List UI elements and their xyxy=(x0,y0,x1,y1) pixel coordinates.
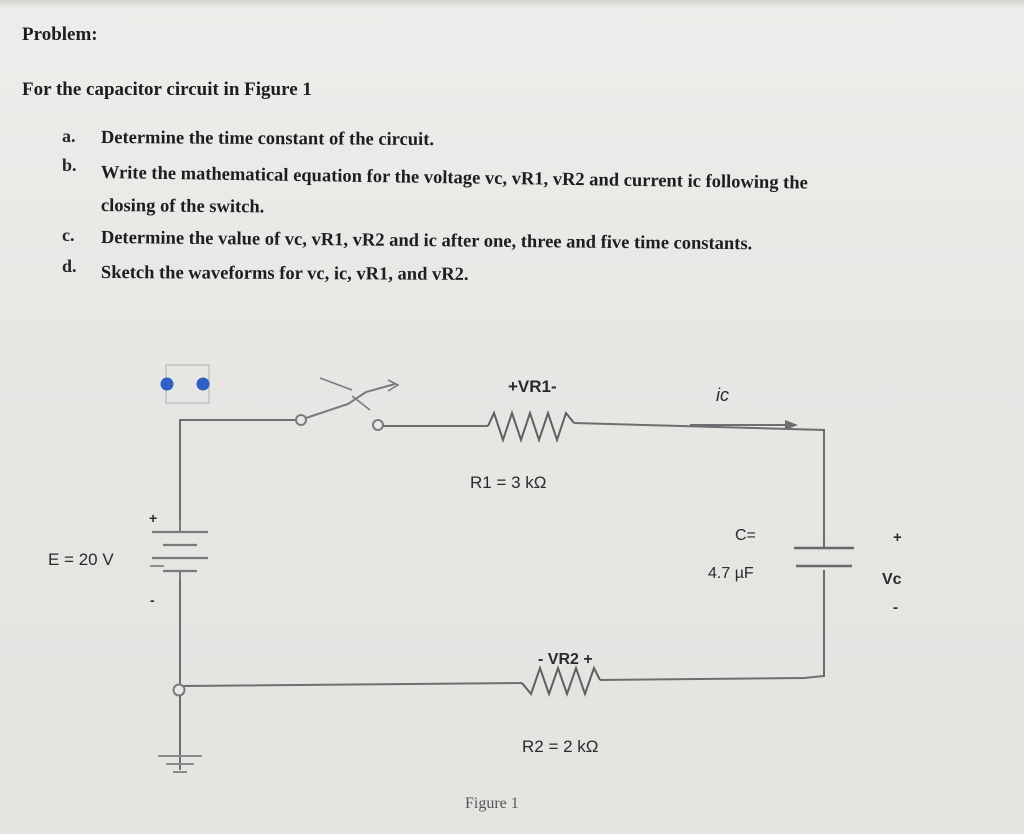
switch-arc-left xyxy=(320,378,352,390)
r1-voltage-label: +VR1- xyxy=(508,377,557,396)
resistor-r1 xyxy=(488,413,574,440)
terminal-dot-right xyxy=(197,378,210,391)
source-minus: - xyxy=(150,592,155,608)
r2-voltage-label: - VR2 + xyxy=(538,651,593,668)
wire-cap-to-r2 xyxy=(600,570,824,680)
resistor-r2 xyxy=(522,668,600,694)
junction-node xyxy=(174,685,185,696)
wire-left-top xyxy=(180,420,296,520)
wire-r2-to-ground xyxy=(180,683,522,690)
capacitor-value-line1: C= xyxy=(735,527,756,544)
item-b-text: Write the mathematical equation for the voltage vc, vR1, vR2 and current ic following the xyxy=(100,163,808,194)
source-plus: + xyxy=(149,510,158,526)
capacitor-plus: + xyxy=(893,529,902,546)
switch xyxy=(296,378,398,430)
terminal-block xyxy=(161,365,210,403)
switch-arc-right xyxy=(352,396,370,410)
item-c-letter: c. xyxy=(62,225,75,245)
item-c-text: Determine the value of vc, vR1, vR2 and ic after one, three and five time constants. xyxy=(100,228,753,255)
capacitor xyxy=(794,548,854,566)
r2-value-label: R2 = 2 kΩ xyxy=(522,737,599,756)
item-a-letter: a. xyxy=(62,126,76,146)
item-b-continuation: closing of the switch. xyxy=(100,196,265,218)
capacitor-voltage-label: Vc xyxy=(882,571,902,588)
problem-title: Problem: xyxy=(22,24,98,45)
item-b-letter: b. xyxy=(62,155,77,175)
capacitor-value-line2: 4.7 µF xyxy=(708,565,754,582)
problem-intro: For the capacitor circuit in Figure 1 xyxy=(22,79,312,100)
wire-r1-to-cap xyxy=(574,423,824,548)
figure-caption: Figure 1 xyxy=(465,795,519,812)
item-a-text: Determine the time constant of the circuit. xyxy=(100,128,435,151)
capacitor-minus: - xyxy=(893,599,898,616)
switch-terminal-right xyxy=(373,420,383,430)
current-label: ic xyxy=(716,385,729,405)
source-label: E = 20 V xyxy=(48,550,114,569)
r1-value-label: R1 = 3 kΩ xyxy=(470,473,547,492)
terminal-dot-left xyxy=(161,378,174,391)
item-d-text: Sketch the waveforms for vc, ic, vR1, and vR2. xyxy=(100,263,469,285)
battery-source xyxy=(152,520,208,580)
switch-terminal-left xyxy=(296,415,306,425)
item-d-letter: d. xyxy=(62,256,77,276)
